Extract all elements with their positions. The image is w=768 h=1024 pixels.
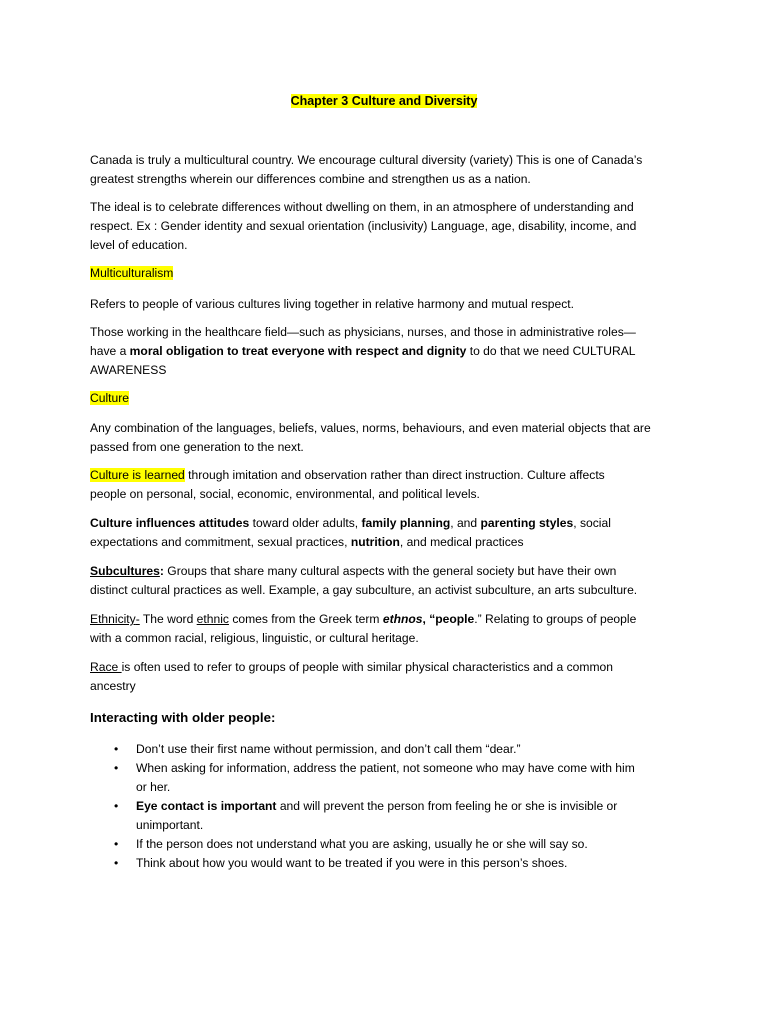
bullet-4-text: If the person does not understand what you are asking, usually he or she will say so. — [136, 837, 588, 851]
intro-line-1: Canada is truly a multicultural country. We encourage cultural diversity (variety) This is one of Canada’s — [90, 153, 643, 167]
ideal-paragraph — [90, 198, 690, 255]
culture-influences-bold-3: parenting styles — [480, 516, 574, 530]
ethnicity-text-2: comes from the Greek term — [228, 612, 383, 626]
subcultures-paragraph — [90, 562, 690, 600]
culture-influences-line-2-pre: expectations and commitment, sexual practices, — [90, 535, 351, 549]
race-line-2: ancestry — [90, 679, 136, 693]
ethnic-word: ethnic — [196, 612, 229, 626]
list-item — [90, 740, 690, 759]
healthcare-line-3: AWARENESS — [90, 363, 167, 377]
moral-obligation-text: moral obligation to treat everyone with respect and dignity — [129, 344, 467, 358]
culture-def-line-1: Any combination of the languages, beliefs, values, norms, behaviours, and even material objects that are — [90, 421, 651, 435]
culture-influences-text-3: , social — [573, 516, 611, 530]
subcultures-line-1-rest: Groups that share many cultural aspects with the general society but have their own — [163, 564, 617, 578]
bullet-icon: • — [114, 742, 119, 756]
culture-learned-line-1 — [90, 466, 690, 485]
culture-learned-line-2: people on personal, social, economic, environmental, and political levels. — [90, 487, 480, 501]
ethnicity-line-1 — [90, 610, 690, 629]
multiculturalism-definition-text: Refers to people of various cultures living together in relative harmony and mutual respect. — [90, 297, 575, 311]
healthcare-paragraph — [90, 323, 690, 380]
bullet-icon: • — [114, 799, 119, 813]
culture-influences-text-1: toward older adults, — [249, 516, 362, 530]
healthcare-line-2-post: to do that we need CULTURAL — [466, 344, 636, 358]
intro-paragraph — [90, 151, 690, 189]
bullet-icon: • — [114, 837, 119, 851]
ideal-line-2: respect. Ex : Gender identity and sexual orientation (inclusivity) Language, age, disability, income, and — [90, 219, 637, 233]
culture-learned-paragraph — [90, 466, 690, 504]
older-people-heading: Interacting with older people: — [90, 710, 276, 725]
ethnos-term: ethnos — [382, 612, 423, 626]
culture-heading-block — [90, 389, 690, 408]
culture-learned-rest: through imitation and observation rather than direct instruction. Culture affects — [184, 468, 605, 482]
document-title-wrap — [90, 94, 678, 108]
culture-learned-highlight: Culture is learned — [90, 468, 185, 482]
ethnicity-text-1: The word — [139, 612, 197, 626]
bullet-2-line-2: or her. — [136, 780, 171, 794]
culture-heading: Culture — [90, 391, 129, 405]
healthcare-line-2 — [90, 342, 690, 361]
intro-line-2: greatest strengths wherein our differences combine and strengthen us as a nation. — [90, 172, 531, 186]
bullet-3-rest: and will prevent the person from feeling he or she is invisible or — [276, 799, 618, 813]
eye-contact-text: Eye contact is important — [136, 799, 277, 813]
list-item — [90, 854, 690, 873]
culture-definition — [90, 419, 690, 457]
healthcare-line-2-pre: have a — [90, 344, 130, 358]
bullet-icon: • — [114, 761, 119, 775]
culture-influences-text-2: , and — [450, 516, 481, 530]
subcultures-line-1 — [90, 562, 690, 581]
culture-influences-line-2-post: , and medical practices — [399, 535, 524, 549]
healthcare-line-1: Those working in the healthcare field—such as physicians, nurses, and those in administrative roles— — [90, 325, 636, 339]
race-line-1-rest: is often used to refer to groups of people with similar physical characteristics and a common — [121, 660, 613, 674]
older-people-list — [90, 740, 690, 873]
ethnicity-paragraph — [90, 610, 690, 648]
race-term: Race — [90, 660, 122, 674]
subcultures-term: Subcultures — [90, 564, 160, 578]
ethnicity-line-2: with a common racial, religious, linguistic, or cultural heritage. — [90, 631, 419, 645]
ideal-line-3: level of education. — [90, 238, 188, 252]
race-paragraph — [90, 658, 690, 696]
culture-influences-paragraph — [90, 514, 690, 552]
multiculturalism-definition — [90, 295, 690, 314]
culture-influences-bold-2: family planning — [361, 516, 451, 530]
ethnicity-text-4: .” Relating to groups of people — [474, 612, 637, 626]
document-title: Chapter 3 Culture and Diversity — [290, 94, 478, 108]
ideal-line-1: The ideal is to celebrate differences without dwelling on them, in an atmosphere of understanding and — [90, 200, 634, 214]
bullet-3-line-2: unimportant. — [136, 818, 204, 832]
ethnicity-dash: - — [135, 612, 140, 626]
culture-influences-nutrition: nutrition — [350, 535, 400, 549]
bullet-icon: • — [114, 856, 119, 870]
multiculturalism-heading-block — [90, 264, 690, 283]
bullet-1-text: Don’t use their first name without permission, and don’t call them “dear.” — [136, 742, 521, 756]
ethnicity-term: Ethnicity — [90, 612, 136, 626]
people-term: , “people — [422, 612, 475, 626]
bullet-2-line-1: When asking for information, address the patient, not someone who may have come with him — [136, 761, 635, 775]
subcultures-colon: : — [159, 564, 164, 578]
culture-influences-line-1 — [90, 514, 690, 533]
multiculturalism-heading: Multiculturalism — [90, 266, 174, 280]
bullet-5-text: Think about how you would want to be treated if you were in this person’s shoes. — [136, 856, 568, 870]
culture-influences-line-2 — [90, 533, 690, 552]
list-item — [90, 797, 690, 835]
culture-influences-bold-1: Culture influences attitudes — [90, 516, 250, 530]
culture-def-line-2: passed from one generation to the next. — [90, 440, 304, 454]
race-line-1 — [90, 658, 690, 677]
list-item — [90, 835, 690, 854]
list-item — [90, 759, 690, 797]
subcultures-line-2: distinct cultural practices as well. Example, a gay subculture, an activist subculture, an arts subculture. — [90, 583, 638, 597]
